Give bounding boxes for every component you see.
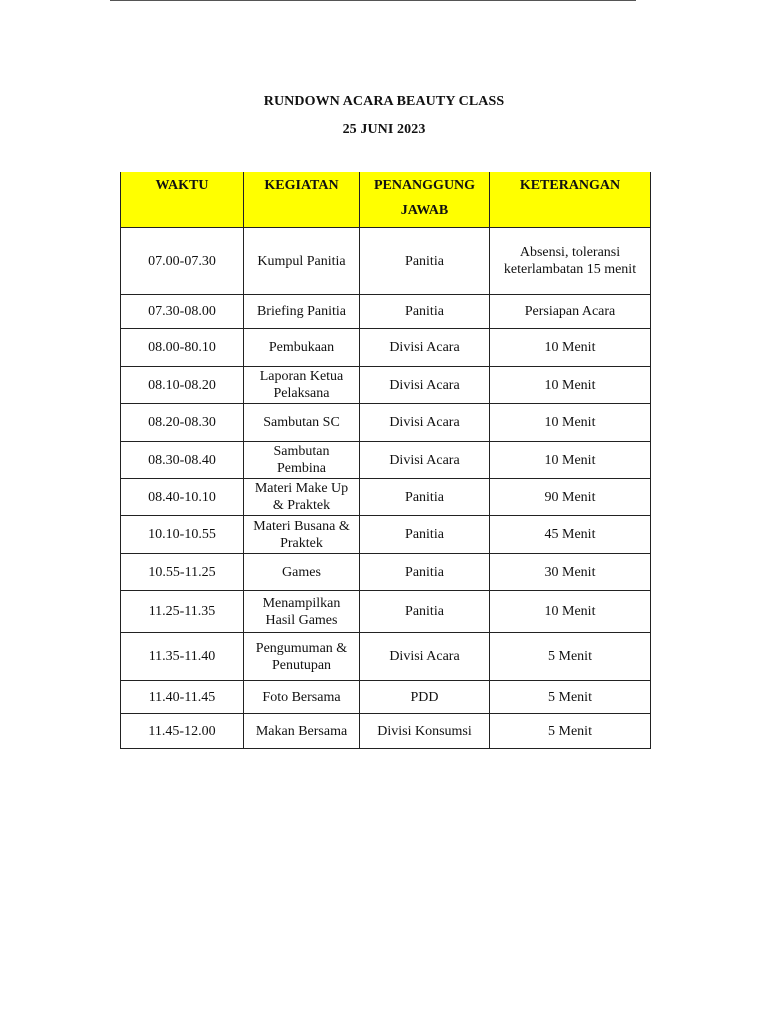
table-row xyxy=(121,442,651,479)
table-row xyxy=(121,329,651,367)
cell-waktu: 08.10-08.20 xyxy=(121,367,244,404)
cell-waktu: 10.55-11.25 xyxy=(121,554,244,591)
table-row xyxy=(121,295,651,329)
cell-keterangan: 5 Menit xyxy=(490,714,651,749)
cell-waktu: 11.45-12.00 xyxy=(121,714,244,749)
cell-kegiatan: Pengumuman & Penutupan xyxy=(244,633,360,681)
document-title: RUNDOWN ACARA BEAUTY CLASS xyxy=(263,94,505,109)
header-penanggung-jawab: PENANGGUNG JAWAB xyxy=(360,172,490,228)
cell-keterangan: 10 Menit xyxy=(490,329,651,367)
cell-penanggung-jawab: Panitia xyxy=(360,591,490,633)
table-row xyxy=(121,367,651,404)
header-keterangan: KETERANGAN xyxy=(490,172,651,228)
cell-penanggung-jawab: PDD xyxy=(360,681,490,714)
cell-waktu: 08.30-08.40 xyxy=(121,442,244,479)
header-kegiatan: KEGIATAN xyxy=(244,172,360,228)
cell-penanggung-jawab: Divisi Konsumsi xyxy=(360,714,490,749)
table-row xyxy=(121,714,651,749)
table-row xyxy=(121,228,651,295)
cell-waktu: 08.00-80.10 xyxy=(121,329,244,367)
cell-keterangan: Absensi, toleransi keterlambatan 15 menit xyxy=(490,228,651,295)
cell-kegiatan: Briefing Panitia xyxy=(244,295,360,329)
table-row xyxy=(121,554,651,591)
cell-penanggung-jawab: Panitia xyxy=(360,295,490,329)
cell-waktu: 11.35-11.40 xyxy=(121,633,244,681)
table-header-row xyxy=(121,172,651,228)
cell-kegiatan: Menampilkan Hasil Games xyxy=(244,591,360,633)
table-row xyxy=(121,681,651,714)
cell-waktu: 11.25-11.35 xyxy=(121,591,244,633)
cell-penanggung-jawab: Panitia xyxy=(360,516,490,554)
table-row xyxy=(121,633,651,681)
document-date: 25 JUNI 2023 xyxy=(342,122,426,137)
cell-penanggung-jawab: Divisi Acara xyxy=(360,442,490,479)
cell-penanggung-jawab: Divisi Acara xyxy=(360,404,490,442)
table-row xyxy=(121,404,651,442)
cell-keterangan: 10 Menit xyxy=(490,591,651,633)
table-row xyxy=(121,591,651,633)
cell-penanggung-jawab: Panitia xyxy=(360,479,490,516)
cell-kegiatan: Foto Bersama xyxy=(244,681,360,714)
cell-keterangan: 10 Menit xyxy=(490,442,651,479)
cell-keterangan: 10 Menit xyxy=(490,404,651,442)
cell-keterangan: Persiapan Acara xyxy=(490,295,651,329)
cell-kegiatan: Games xyxy=(244,554,360,591)
cell-kegiatan: Kumpul Panitia xyxy=(244,228,360,295)
cell-keterangan: 90 Menit xyxy=(490,479,651,516)
cell-kegiatan: Sambutan SC xyxy=(244,404,360,442)
cell-waktu: 08.20-08.30 xyxy=(121,404,244,442)
cell-waktu: 07.00-07.30 xyxy=(121,228,244,295)
top-divider-line xyxy=(110,0,636,1)
cell-kegiatan: Materi Make Up & Praktek xyxy=(244,479,360,516)
cell-penanggung-jawab: Divisi Acara xyxy=(360,633,490,681)
table-row xyxy=(121,516,651,554)
cell-waktu: 11.40-11.45 xyxy=(121,681,244,714)
cell-keterangan: 5 Menit xyxy=(490,681,651,714)
cell-keterangan: 10 Menit xyxy=(490,367,651,404)
cell-kegiatan: Makan Bersama xyxy=(244,714,360,749)
cell-penanggung-jawab: Panitia xyxy=(360,228,490,295)
cell-kegiatan: Materi Busana & Praktek xyxy=(244,516,360,554)
cell-keterangan: 45 Menit xyxy=(490,516,651,554)
table-row xyxy=(121,479,651,516)
cell-keterangan: 30 Menit xyxy=(490,554,651,591)
header-waktu: WAKTU xyxy=(121,172,244,228)
cell-penanggung-jawab: Panitia xyxy=(360,554,490,591)
rundown-table xyxy=(120,172,651,749)
cell-kegiatan: Laporan Ketua Pelaksana xyxy=(244,367,360,404)
cell-keterangan: 5 Menit xyxy=(490,633,651,681)
cell-waktu: 10.10-10.55 xyxy=(121,516,244,554)
cell-waktu: 07.30-08.00 xyxy=(121,295,244,329)
cell-waktu: 08.40-10.10 xyxy=(121,479,244,516)
cell-penanggung-jawab: Divisi Acara xyxy=(360,367,490,404)
cell-kegiatan: Sambutan Pembina xyxy=(244,442,360,479)
cell-kegiatan: Pembukaan xyxy=(244,329,360,367)
cell-penanggung-jawab: Divisi Acara xyxy=(360,329,490,367)
